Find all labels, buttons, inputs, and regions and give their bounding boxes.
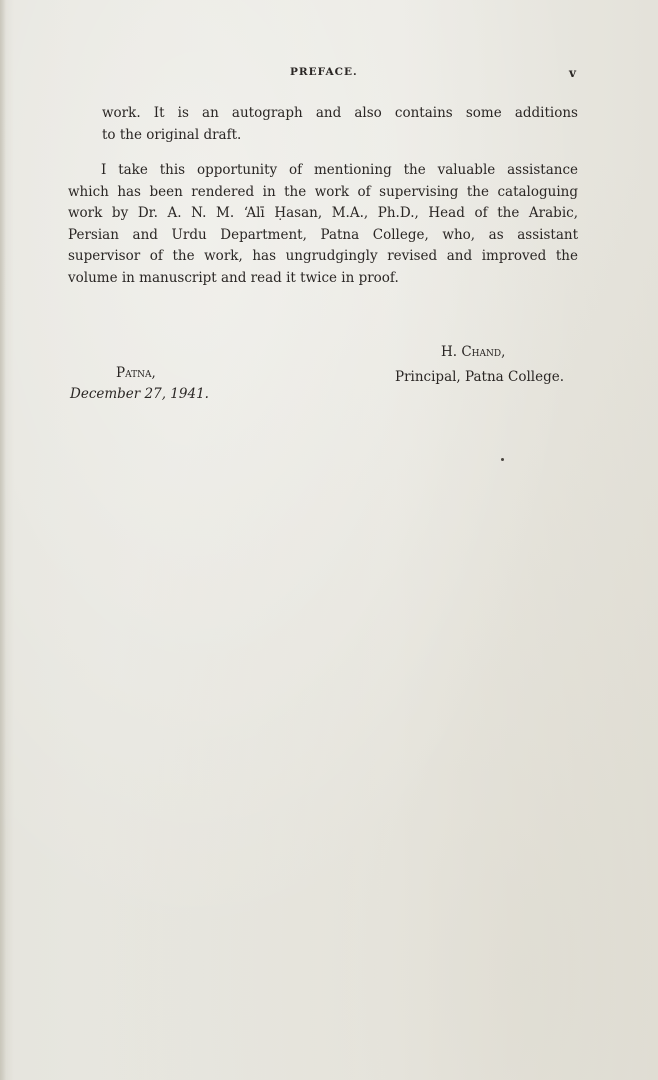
closing-place: Patna, [116, 365, 156, 381]
page-number: v [569, 66, 576, 80]
paragraph-line: Persian and Urdu Department, Patna College, who, as assistant [68, 226, 578, 243]
page-binding-shadow [0, 0, 6, 1080]
closing-date: December 27, 1941. [70, 386, 209, 402]
running-head-title: PREFACE. [290, 66, 358, 78]
paragraph-acknowledgement [68, 160, 578, 289]
paragraph-line: work. It is an autograph and also contains some additions [102, 105, 578, 121]
paragraph-line: supervisor of the work, has ungrudgingly revised and improved the [68, 248, 578, 264]
paper-speck [501, 458, 504, 461]
paragraph-line: work by Dr. A. N. M. ‘Alī Ḥasan, M.A., Ph.D., Head of the Arabic, [68, 205, 578, 221]
paragraph-line: volume in manuscript and read it twice in proof. [68, 269, 399, 286]
paragraph-line: which has been rendered in the work of supervising the cataloguing [68, 183, 578, 200]
paragraph-line: I take this opportunity of mentioning the valuable assistance [101, 162, 578, 178]
signatory-name: H. Chand, [441, 344, 506, 360]
paragraph-continuation [102, 103, 578, 146]
running-head [0, 66, 658, 86]
signatory-title: Principal, Patna College. [395, 369, 565, 385]
paragraph-line: to the original draft. [102, 126, 242, 143]
